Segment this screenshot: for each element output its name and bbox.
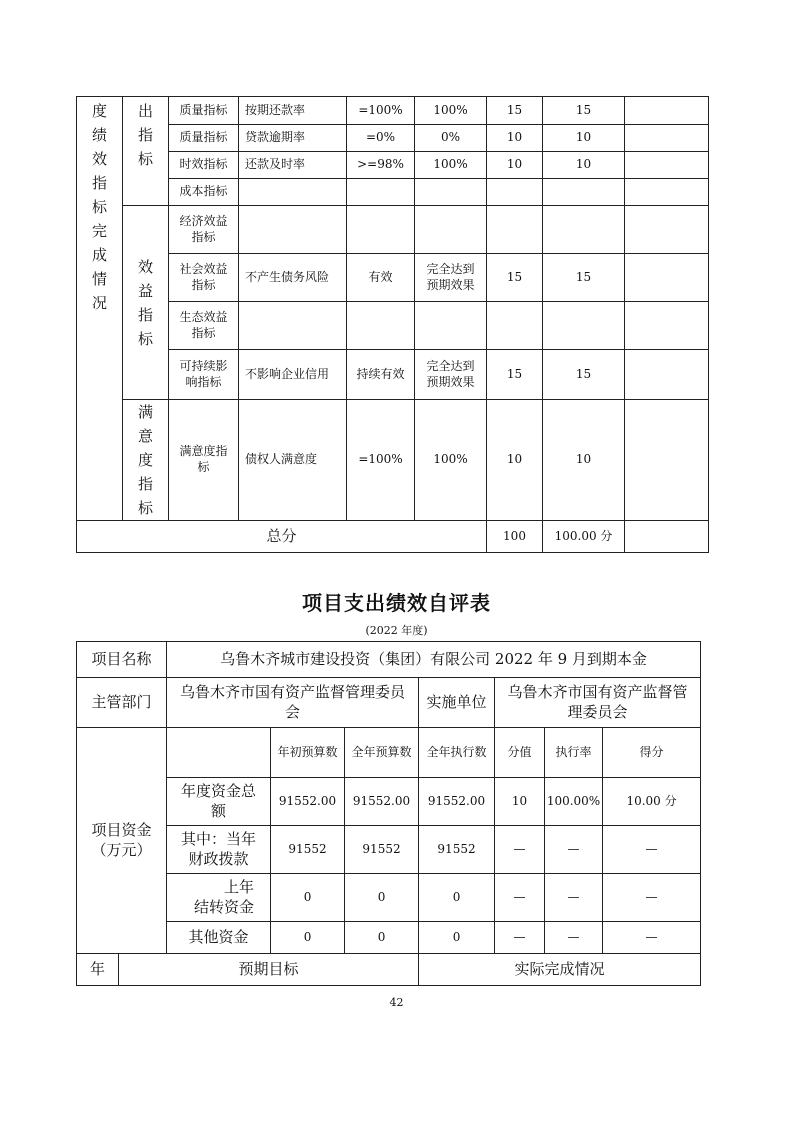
indicator-type: 经济效益 指标 xyxy=(169,206,239,254)
fund-value: 10.00 分 xyxy=(603,778,701,826)
indicator-type: 时效指标 xyxy=(169,152,239,179)
indicator-type: 社会效益 指标 xyxy=(169,254,239,302)
project-name: 乌鲁木齐城市建设投资（集团）有限公司 2022 年 9 月到期本金 xyxy=(167,642,701,678)
indicator-type: 满意度指 标 xyxy=(169,400,239,521)
indicator-target xyxy=(347,302,415,350)
fund-value: — xyxy=(545,826,603,874)
indicator-note xyxy=(625,97,709,125)
fund-value: 91552.00 xyxy=(419,778,495,826)
indicator-score: 10 xyxy=(543,400,625,521)
indicator-note xyxy=(625,254,709,302)
indicator-note xyxy=(625,206,709,254)
indicator-table xyxy=(76,96,709,553)
indicator-name: 债权人满意度 xyxy=(239,400,347,521)
impl-label: 实施单位 xyxy=(419,678,495,728)
indicator-score xyxy=(543,206,625,254)
indicator-weight: 10 xyxy=(487,152,543,179)
indicator-actual: 100% xyxy=(415,152,487,179)
indicator-score: 15 xyxy=(543,254,625,302)
project-table xyxy=(76,641,701,986)
fund-value: — xyxy=(603,922,701,954)
satisfaction-indicator-label: 满 意 度 指 标 xyxy=(123,400,169,521)
fund-value: — xyxy=(545,874,603,922)
expected-goal-label: 预期目标 xyxy=(119,954,419,986)
indicator-target: =0% xyxy=(347,125,415,152)
benefit-indicator-label: 效 益 指 标 xyxy=(123,206,169,400)
indicator-score: 15 xyxy=(543,97,625,125)
indicator-type: 生态效益 指标 xyxy=(169,302,239,350)
project-name-label: 项目名称 xyxy=(77,642,167,678)
group-label: 度 绩 效 指 标 完 成 情 况 xyxy=(77,97,123,521)
fund-value: — xyxy=(603,874,701,922)
indicator-score: 10 xyxy=(543,152,625,179)
indicator-target xyxy=(347,206,415,254)
indicator-weight: 10 xyxy=(487,125,543,152)
indicator-actual: 0% xyxy=(415,125,487,152)
indicator-note xyxy=(625,179,709,206)
fund-value: — xyxy=(495,874,545,922)
indicator-name: 贷款逾期率 xyxy=(239,125,347,152)
indicator-weight xyxy=(487,179,543,206)
fund-value: — xyxy=(495,826,545,874)
indicator-name: 按期还款率 xyxy=(239,97,347,125)
fund-row-label: 其他资金 xyxy=(167,922,271,954)
indicator-name: 不影响企业信用 xyxy=(239,350,347,400)
fund-value: — xyxy=(495,922,545,954)
indicator-target: 有效 xyxy=(347,254,415,302)
indicator-name: 不产生债务风险 xyxy=(239,254,347,302)
fund-value: 100.00% xyxy=(545,778,603,826)
header-initial-budget: 年初预算数 xyxy=(271,728,345,778)
indicator-weight: 10 xyxy=(487,400,543,521)
total-weight: 100 xyxy=(487,521,543,553)
indicator-name xyxy=(239,179,347,206)
indicator-score: 10 xyxy=(543,125,625,152)
indicator-actual xyxy=(415,179,487,206)
indicator-weight xyxy=(487,206,543,254)
fund-value: — xyxy=(545,922,603,954)
indicator-weight xyxy=(487,302,543,350)
fund-row-label: 年度资金总额 xyxy=(167,778,271,826)
indicator-type: 质量指标 xyxy=(169,125,239,152)
indicator-score xyxy=(543,179,625,206)
total-note xyxy=(625,521,709,553)
header-annual-budget: 全年预算数 xyxy=(345,728,419,778)
fund-value: 91552.00 xyxy=(345,778,419,826)
fund-value: 10 xyxy=(495,778,545,826)
fund-value: 0 xyxy=(271,922,345,954)
indicator-target: >=98% xyxy=(347,152,415,179)
indicator-weight: 15 xyxy=(487,254,543,302)
indicator-type: 可持续影 响指标 xyxy=(169,350,239,400)
indicator-actual xyxy=(415,206,487,254)
indicator-name xyxy=(239,302,347,350)
indicator-target xyxy=(347,179,415,206)
header-weight: 分值 xyxy=(495,728,545,778)
fund-label: 项目资金 （万元） xyxy=(77,728,167,954)
indicator-type: 成本指标 xyxy=(169,179,239,206)
annual-goal-label: 年 xyxy=(77,954,119,986)
impl-value: 乌鲁木齐市国有资产监督管理委员会 xyxy=(495,678,701,728)
indicator-note xyxy=(625,400,709,521)
output-indicator-label: 出 指 标 xyxy=(123,97,169,206)
fund-value: 0 xyxy=(419,922,495,954)
indicator-note xyxy=(625,125,709,152)
fund-value: 91552.00 xyxy=(271,778,345,826)
fund-value: 0 xyxy=(271,874,345,922)
page-number: 42 xyxy=(389,996,404,1009)
indicator-actual: 完全达到 预期效果 xyxy=(415,350,487,400)
indicator-actual: 100% xyxy=(415,97,487,125)
fund-row-label: 上年 结转资金 xyxy=(167,874,271,922)
indicator-actual xyxy=(415,302,487,350)
indicator-target: 持续有效 xyxy=(347,350,415,400)
indicator-name xyxy=(239,206,347,254)
fund-row-label: 其中：当年财政拨款 xyxy=(167,826,271,874)
indicator-name: 还款及时率 xyxy=(239,152,347,179)
dept-value: 乌鲁木齐市国有资产监督管理委员会 xyxy=(167,678,419,728)
indicator-score: 15 xyxy=(543,350,625,400)
page-title: 项目支出绩效自评表 xyxy=(302,591,491,615)
indicator-weight: 15 xyxy=(487,350,543,400)
indicator-type: 质量指标 xyxy=(169,97,239,125)
year-label: (2022 年度) xyxy=(365,624,428,637)
fund-value: 91552 xyxy=(271,826,345,874)
fund-value: — xyxy=(603,826,701,874)
header-score: 得分 xyxy=(603,728,701,778)
indicator-note xyxy=(625,350,709,400)
actual-completion-label: 实际完成情况 xyxy=(419,954,701,986)
indicator-note xyxy=(625,302,709,350)
fund-value: 0 xyxy=(419,874,495,922)
total-label: 总分 xyxy=(77,521,487,553)
indicator-target: =100% xyxy=(347,400,415,521)
indicator-weight: 15 xyxy=(487,97,543,125)
indicator-target: =100% xyxy=(347,97,415,125)
indicator-score xyxy=(543,302,625,350)
indicator-actual: 100% xyxy=(415,400,487,521)
total-score: 100.00 分 xyxy=(543,521,625,553)
dept-label: 主管部门 xyxy=(77,678,167,728)
fund-value: 91552 xyxy=(419,826,495,874)
header-exec-rate: 执行率 xyxy=(545,728,603,778)
header-annual-exec: 全年执行数 xyxy=(419,728,495,778)
indicator-note xyxy=(625,152,709,179)
fund-value: 0 xyxy=(345,874,419,922)
fund-value: 0 xyxy=(345,922,419,954)
fund-value: 91552 xyxy=(345,826,419,874)
header-blank xyxy=(167,728,271,778)
indicator-actual: 完全达到 预期效果 xyxy=(415,254,487,302)
